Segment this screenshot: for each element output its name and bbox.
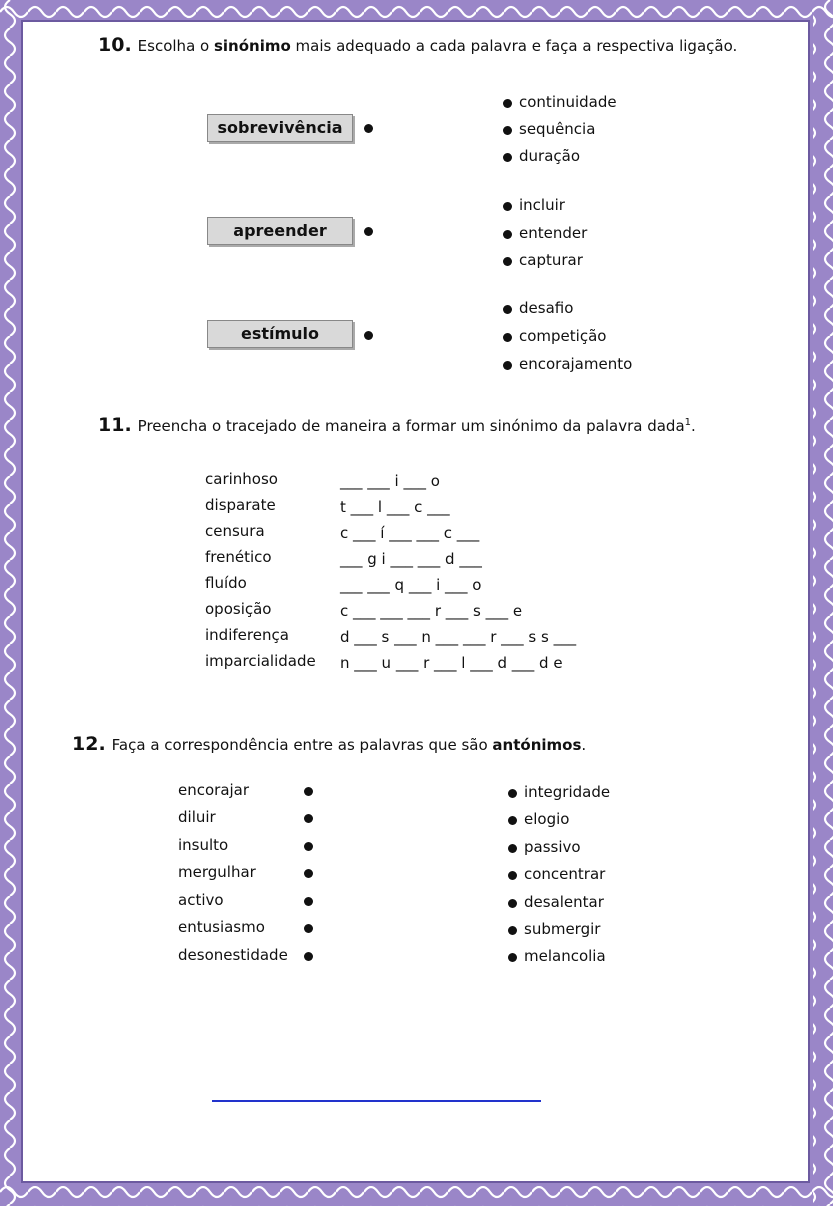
connector-dot[interactable] [304, 897, 313, 906]
q11-word: carinhoso [205, 470, 278, 488]
q10-option: incluir [519, 196, 565, 214]
connector-dot[interactable] [508, 871, 517, 880]
q11-word: disparate [205, 496, 276, 514]
q10-option: duração [519, 147, 581, 165]
connector-dot[interactable] [503, 126, 512, 135]
connector-dot[interactable] [508, 899, 517, 908]
q12-left-word: desonestidade [178, 946, 288, 964]
connector-dot[interactable] [503, 361, 512, 370]
connector-dot[interactable] [508, 844, 517, 853]
connector-dot[interactable] [364, 227, 373, 236]
q11-pattern[interactable]: n ___ u ___ r ___ l ___ d ___ d e [340, 654, 563, 672]
q10-option: entender [519, 224, 588, 242]
q11-word: imparcialidade [205, 652, 316, 670]
q10-option: desafio [519, 299, 574, 317]
q10-option: capturar [519, 251, 583, 269]
connector-dot[interactable] [508, 926, 517, 935]
q12-right-word: concentrar [524, 865, 606, 883]
q10-word-box: estímulo [207, 320, 353, 348]
q11-pattern[interactable]: ___ ___ q ___ i ___ o [340, 576, 482, 594]
connector-dot[interactable] [304, 787, 313, 796]
q10-word-box: apreender [207, 217, 353, 245]
q12-right-word: melancolia [524, 947, 606, 965]
q12-right-word: submergir [524, 920, 601, 938]
q12-number: 12. [72, 733, 106, 755]
q12-title: 12. Faça a correspondência entre as palavras que são antónimos. [72, 733, 587, 755]
q10-option: encorajamento [519, 355, 633, 373]
connector-dot[interactable] [503, 153, 512, 162]
q11-title: 11. Preencha o tracejado de maneira a formar um sinónimo da palavra dada$^1$. [98, 414, 696, 436]
q12-right-word: passivo [524, 838, 581, 856]
q10-title: 10. Escolha o sinónimo mais adequado a cada palavra e faça a respectiva ligação. [98, 34, 738, 56]
connector-dot[interactable] [304, 814, 313, 823]
q10-option: continuidade [519, 93, 617, 111]
q10-word-box: sobrevivência [207, 114, 353, 142]
connector-dot[interactable] [503, 202, 512, 211]
footnote-marker: 1 [684, 417, 692, 428]
connector-dot[interactable] [364, 331, 373, 340]
q11-pattern[interactable]: t ___ l ___ c ___ [340, 498, 450, 516]
q11-pattern[interactable]: ___ g i ___ ___ d ___ [340, 550, 482, 568]
q11-pattern[interactable]: c ___ í ___ ___ c ___ [340, 524, 480, 542]
q11-word: fluído [205, 574, 247, 592]
q12-left-word: mergulhar [178, 863, 256, 881]
connector-dot[interactable] [364, 124, 373, 133]
connector-dot[interactable] [503, 99, 512, 108]
q11-word: frenético [205, 548, 272, 566]
q12-left-word: activo [178, 891, 224, 909]
q12-right-word: desalentar [524, 893, 604, 911]
q11-pattern[interactable]: ___ ___ i ___ o [340, 472, 440, 490]
q12-right-word: integridade [524, 783, 611, 801]
connector-dot[interactable] [304, 842, 313, 851]
q11-number: 11. [98, 414, 132, 436]
q11-word: indiferença [205, 626, 289, 644]
q11-pattern[interactable]: c ___ ___ ___ r ___ s ___ e [340, 602, 523, 620]
connector-dot[interactable] [304, 869, 313, 878]
connector-dot[interactable] [508, 953, 517, 962]
connector-dot[interactable] [304, 952, 313, 961]
connector-dot[interactable] [503, 333, 512, 342]
connector-dot[interactable] [503, 305, 512, 314]
q12-left-word: entusiasmo [178, 918, 265, 936]
q11-word: oposição [205, 600, 272, 618]
blue-rule [212, 1100, 541, 1102]
q12-left-word: encorajar [178, 781, 250, 799]
q12-right-word: elogio [524, 810, 570, 828]
connector-dot[interactable] [304, 924, 313, 933]
connector-dot[interactable] [503, 257, 512, 266]
q10-option: competição [519, 327, 607, 345]
q10-number: 10. [98, 34, 132, 56]
q11-pattern[interactable]: d ___ s ___ n ___ ___ r ___ s s ___ [340, 628, 577, 646]
connector-dot[interactable] [508, 816, 517, 825]
q11-word: censura [205, 522, 265, 540]
q12-left-word: diluir [178, 808, 216, 826]
connector-dot[interactable] [503, 230, 512, 239]
q10-option: sequência [519, 120, 596, 138]
connector-dot[interactable] [508, 789, 517, 798]
q12-left-word: insulto [178, 836, 229, 854]
